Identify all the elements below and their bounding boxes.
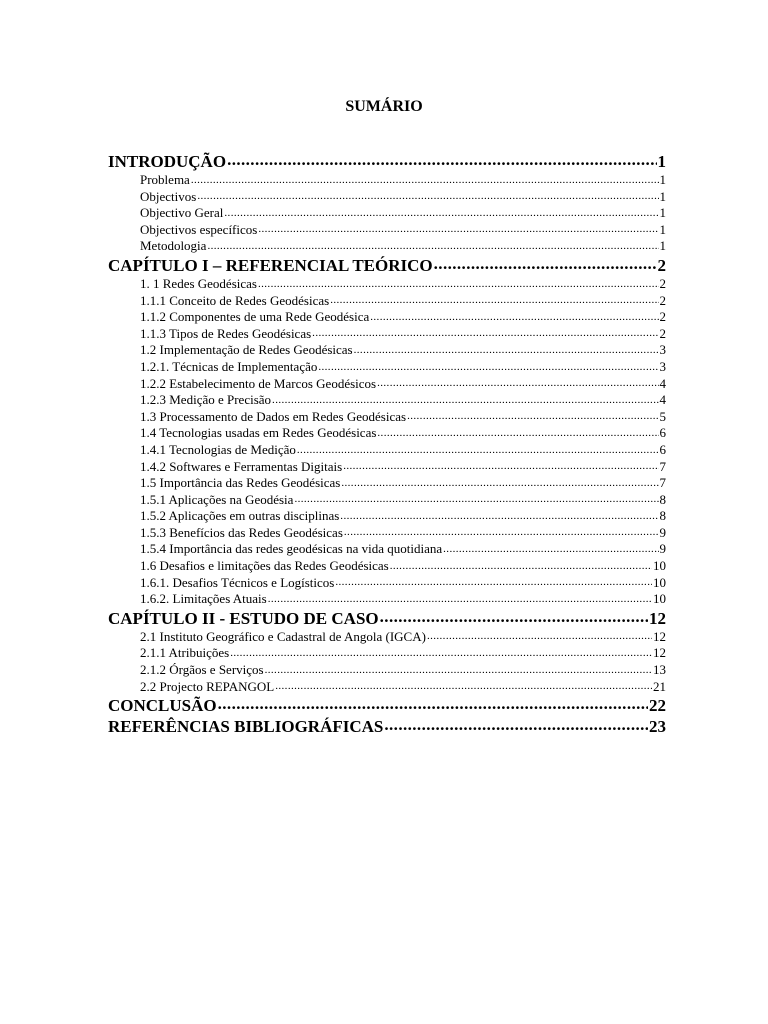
toc-entry-label: 1.5 Importância das Redes Geodésicas [140,475,341,491]
toc-entry-label: REFERÊNCIAS BIBLIOGRÁFICAS [108,717,384,737]
toc-section-entry[interactable] [108,459,666,476]
toc-entry-label: Objectivo Geral [140,205,224,221]
toc-dot-leader [191,175,659,189]
toc-chapter-entry[interactable] [108,716,666,737]
toc-dot-leader [330,295,658,309]
toc-page-number: 8 [659,491,666,507]
toc-dot-leader [268,594,652,608]
toc-entry-label: 1.2.2 Estabelecimento de Marcos Geodésicos [140,375,377,391]
toc-dot-leader [370,312,658,326]
toc-dot-leader [207,241,658,255]
toc-entry-label: Metodologia [140,238,207,254]
toc-entry-label: CAPÍTULO I – REFERENCIAL TEÓRICO [108,255,433,275]
toc-section-entry[interactable] [108,662,666,679]
toc-section-entry[interactable] [108,309,666,326]
toc-entry-label: 1.2.3 Medição e Precisão [140,392,272,408]
toc-page-number: 1 [659,188,666,204]
toc-section-entry[interactable] [108,629,666,646]
toc-chapter-entry[interactable] [108,151,666,172]
toc-chapter-entry[interactable] [108,695,666,716]
toc-dot-leader [340,511,658,525]
toc-section-entry[interactable] [108,591,666,608]
toc-page-number: 8 [659,508,666,524]
toc-dot-leader [407,411,658,425]
toc-section-entry[interactable] [108,679,666,696]
toc-page-number: 2 [659,292,666,308]
toc-dot-leader [272,395,658,409]
toc-entry-label: 1.5.3 Benefícios das Redes Geodésicas [140,524,343,540]
toc-entry-label: 1.4.2 Softwares e Ferramentas Digitais [140,458,343,474]
toc-entry-label: Problema [140,172,190,187]
toc-section-entry[interactable] [108,442,666,459]
toc-dot-leader [384,716,648,737]
toc-page-number: 5 [659,408,666,424]
toc-section-entry[interactable] [108,575,666,592]
toc-entry-label: 1.4 Tecnologias usadas em Redes Geodésicas [140,425,377,441]
toc-entry-label: 1.2.1. Técnicas de Implementação [140,358,318,374]
toc-page-number: 1 [659,172,666,187]
toc-page-number: 3 [659,342,666,358]
toc-dot-leader [312,328,658,342]
toc-entry-label: 1.5.1 Aplicações na Geodésia [140,491,294,507]
toc-section-entry[interactable] [108,359,666,376]
toc-dot-leader [197,191,658,205]
toc-page-number: 9 [659,524,666,540]
toc-page-number: 2 [659,275,666,291]
toc-section-entry[interactable] [108,172,666,189]
toc-dot-leader [218,695,648,716]
toc-entry-label: 2.1.2 Órgãos e Serviços [140,662,264,678]
toc-section-entry[interactable] [108,392,666,409]
toc-section-entry[interactable] [108,293,666,310]
toc-entry-label: 2.1.1 Atribuições [140,645,230,661]
toc-page-number: 13 [653,662,666,678]
toc-entry-label: CAPÍTULO II - ESTUDO DE CASO [108,608,379,628]
toc-entry-label: Objectivos [140,188,197,204]
toc-section-entry[interactable] [108,222,666,239]
toc-page-number: 1 [659,238,666,254]
toc-page-number: 2 [659,309,666,325]
toc-entry-label: 1.5.2 Aplicações em outras disciplinas [140,508,340,524]
toc-page-number: 7 [659,475,666,491]
toc-page-number: 12 [653,645,666,661]
toc-page-number: 2 [659,325,666,341]
toc-entry-label: 1.4.1 Tecnologias de Medição [140,441,296,457]
toc-page-number: 4 [659,375,666,391]
toc-page-number: 6 [659,441,666,457]
toc-dot-leader [377,378,658,392]
toc-dot-leader [258,279,659,293]
toc-dot-leader [344,527,659,541]
toc-dot-leader [354,345,659,359]
toc-page-number: 7 [659,458,666,474]
toc-dot-leader [343,461,658,475]
toc-page-number: 4 [659,392,666,408]
toc-dot-leader [341,478,658,492]
toc-page-number: 10 [653,558,666,574]
toc-dot-leader [258,224,658,238]
toc-entry-label: 1.6 Desafios e limitações das Redes Geodésicas [140,558,389,574]
toc-dot-leader [297,445,659,459]
toc-dot-leader [318,362,658,376]
toc-chapter-entry[interactable] [108,255,666,276]
toc-section-entry[interactable] [108,189,666,206]
toc-page-number: 23 [649,717,666,737]
toc-entry-label: 2.2 Projecto REPANGOL [140,678,275,694]
toc-entry-label: INTRODUÇÃO [108,152,227,171]
toc-section-entry[interactable] [108,276,666,293]
toc-section-entry[interactable] [108,342,666,359]
toc-entry-label: 1.3 Processamento de Dados em Redes Geodésicas [140,408,407,424]
toc-dot-leader [224,208,658,222]
toc-dot-leader [227,151,656,172]
toc-page-number: 10 [653,591,666,607]
toc-section-entry[interactable] [108,525,666,542]
toc-dot-leader [377,428,658,442]
toc-dot-leader [230,648,652,662]
toc-section-entry[interactable] [108,645,666,662]
toc-section-entry[interactable] [108,376,666,393]
table-of-contents [108,151,666,737]
toc-page-number: 1 [657,152,666,171]
toc-dot-leader [434,255,657,276]
toc-entry-label: 1.2 Implementação de Redes Geodésicas [140,342,353,358]
toc-page-number: 1 [659,205,666,221]
toc-page-number: 2 [657,255,666,275]
toc-dot-leader [443,544,658,558]
toc-entry-label: Objectivos específicos [140,221,258,237]
toc-section-entry[interactable] [108,558,666,575]
toc-dot-leader [390,561,652,575]
toc-page-number: 1 [659,221,666,237]
toc-section-entry[interactable] [108,508,666,525]
toc-section-entry[interactable] [108,425,666,442]
toc-entry-label: 2.1 Instituto Geográfico e Cadastral de Angola (IGCA) [140,628,426,644]
toc-section-entry[interactable] [108,541,666,558]
toc-entry-label: 1.1.3 Tipos de Redes Geodésicas [140,325,312,341]
toc-dot-leader [427,631,652,645]
toc-entry-label: 1.6.2. Limitações Atuais [140,591,267,607]
toc-entry-label: CONCLUSÃO [108,696,217,716]
toc-page-number: 22 [649,696,666,716]
toc-page-number: 12 [653,628,666,644]
toc-page-number: 21 [653,678,666,694]
toc-section-entry[interactable] [108,492,666,509]
toc-entry-label: 1.1.1 Conceito de Redes Geodésicas [140,292,330,308]
toc-entry-label: 1.6.1. Desafios Técnicos e Logísticos [140,574,335,590]
toc-section-entry[interactable] [108,205,666,222]
toc-page-number: 10 [653,574,666,590]
toc-entry-label: 1.1.2 Componentes de uma Rede Geodésica [140,309,370,325]
toc-section-entry[interactable] [108,326,666,343]
toc-chapter-entry[interactable] [108,608,666,629]
toc-page-number: 12 [649,608,666,628]
toc-section-entry[interactable] [108,238,666,255]
toc-entry-label: 1.5.4 Importância das redes geodésicas na vida quotidiana [140,541,443,557]
toc-section-entry[interactable] [108,409,666,426]
document-title: SUMÁRIO [345,98,423,115]
toc-page-number: 3 [659,358,666,374]
toc-dot-leader [265,665,652,679]
toc-page-number: 6 [659,425,666,441]
toc-dot-leader [275,681,652,695]
toc-page-number: 9 [659,541,666,557]
toc-entry-label: 1. 1 Redes Geodésicas [140,275,257,291]
toc-dot-leader [380,608,648,629]
toc-dot-leader [335,577,652,591]
toc-section-entry[interactable] [108,475,666,492]
toc-dot-leader [294,494,658,508]
